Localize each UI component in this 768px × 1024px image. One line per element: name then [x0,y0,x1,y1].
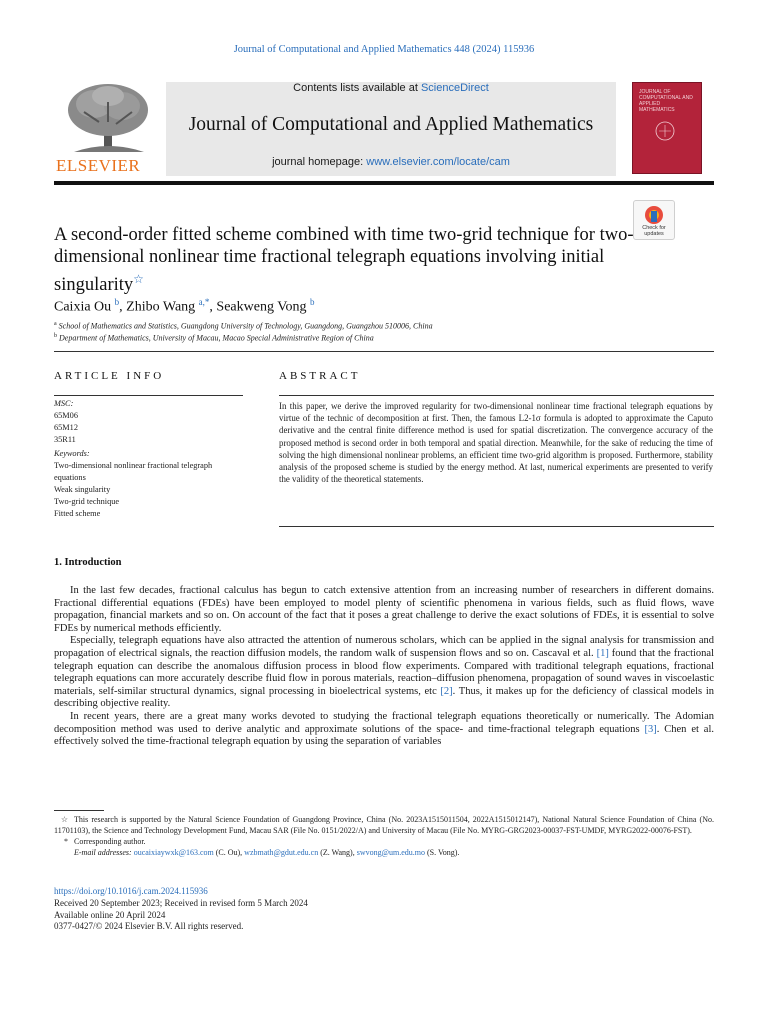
affiliation-mark: b [54,333,57,339]
crossmark-label: Check for updates [642,225,666,237]
cover-emblem-icon [633,83,701,173]
email-owner: (Z. Wang), [320,848,355,857]
divider [279,395,714,396]
homepage-line [166,156,616,168]
cover-title: JOURNAL OF COMPUTATIONAL AND APPLIED MATHEMATICS [639,89,693,113]
author-affil-mark[interactable]: b [310,297,315,307]
email-owner: (S. Vong). [426,848,460,857]
paragraph: In the last few decades, fractional calculus has begun to catch extensive attention from an increasing number of researchers in different domains. Fractional differential equations (FDEs) have been employed to model plenty of scientific phenomena in various fields, such as fluid flows, wave propagation, financial markets and so on. On account of the fact that it poses a great challenge to derive the exact solutions of FDEs, it is essential to solve FDEs by numerical methods efficiently. [54,585,714,634]
msc-code: 65M12 [54,423,78,432]
corresponding-footnote [54,836,714,847]
divider [279,526,714,527]
article-info-heading: ARTICLE INFO [54,370,165,382]
footnote-text: Corresponding author. [74,837,146,846]
homepage-prefix: journal homepage: [272,156,367,168]
title-footnote-mark[interactable]: ☆ [133,272,144,286]
affiliation-text: Department of Mathematics, University of Macau, Macao Special Administrative Region of China [59,333,374,343]
paragraph-text: . Chen et al. effectively solved the time-fractional telegraph equation by using the separation of variables [54,723,714,748]
keywords-label: Keywords: [54,449,90,458]
email-link[interactable]: swvong@um.edu.mo [356,848,425,857]
author-name[interactable]: Seakweng Vong [216,299,307,315]
check-for-updates-badge[interactable] [633,200,675,240]
journal-name: Journal of Computational and Applied Mathematics [188,114,594,135]
footnote-rule [54,810,104,811]
author-list: Caixia Ou $^b$, Zhibo Wang $^{a,*}$, Seakweng Vong $^b$ [54,297,315,315]
keyword: Weak singularity [54,485,111,494]
section-heading: 1. Introduction [54,557,122,568]
msc-code: 35R11 [54,435,76,444]
article-title [54,224,634,296]
msc-label: MSC: [54,399,74,408]
journal-header [166,82,616,176]
elsevier-wordmark: ELSEVIER [56,156,141,175]
author-name[interactable]: Zhibo Wang [126,299,196,315]
msc-code: 65M06 [54,411,78,420]
reference-link[interactable]: [2] [440,685,453,697]
email-owner: (C. Ou), [215,848,243,857]
tree-logo-icon [54,82,164,156]
email-link[interactable]: oucaixiaywxk@163.com [133,848,214,857]
funding-footnote [54,814,714,836]
divider [54,395,243,396]
article-title-text: A second-order fitted scheme combined with time two-grid technique for two-dimensional nonlinear time fractional telegraph equations involving initial singularity [54,225,634,296]
article-meta [54,886,308,933]
elsevier-logo[interactable] [54,82,164,176]
copyright: 0377-0427/© 2024 Elsevier B.V. All rights reserved. [54,921,244,932]
footnotes [54,814,714,858]
journal-cover-thumbnail[interactable] [632,82,702,174]
divider [54,351,714,352]
journal-citation-link[interactable]: Journal of Computational and Applied Mathematics 448 (2024) 115936 [233,44,535,55]
email-label: E-mail addresses: [74,848,132,857]
author-affil-mark[interactable]: a,* [198,297,210,307]
available-online: Available online 20 April 2024 [54,909,166,920]
abstract-heading: ABSTRACT [279,370,361,382]
keyword: Fitted scheme [54,509,101,518]
paragraph-text: Especially, telegraph equations have also attracted the attention of numerous scholars, which can be applied in the signal analysis for transmission and propagation of electrical signals, the reaction diffusion models, the random walk of suspension flows and so on. Cascaval et al. [54,635,714,659]
footnote-text: This research is supported by the Natural Science Foundation of Guangdong Province, China (No. 2023A1515011504, 2022A1515012147), National Natural Science Foundation of China (No. 11701103), the Science and Technology Development Fund, Macau SAR (File No. 0151/2022/A) and University of Macau (File No. MYRG-GRG2023-00037-FST-UMDF, MYRG2022-00076-FST). [54,815,714,835]
keywords-block [54,448,224,520]
reference-link[interactable]: [3] [644,723,657,735]
keyword: Two-grid technique [54,497,120,506]
affiliation-mark: a [54,321,57,327]
affiliation [54,321,433,331]
author-affil-mark[interactable]: b [114,297,120,307]
paragraph [54,635,714,711]
footnote-mark: ☆ [60,815,68,824]
header-rule [54,181,714,185]
msc-block [54,398,78,446]
keyword: Two-dimensional nonlinear fractional telegraph equations [54,461,213,482]
received-dates: Received 20 September 2023; Received in revised form 5 March 2024 [54,897,308,908]
homepage-link[interactable]: www.elsevier.com/locate/cam [366,156,510,168]
paragraph-text: found that the fractional telegraph equation can describe the anomalous diffusion process in blood flow experiments. Compared with traditional telegraph equations, fractional telegraph equations can more accurately describe fluid flow in porous materials, reaction–diffusion phenomena, propagation of sound waves in viscoelastic materials, self-similar structural dynamics, signal processing in bioelectrical systems, etc [54,647,715,697]
email-footnote [54,847,714,858]
contents-line [166,82,616,94]
author-name[interactable]: Caixia Ou [54,299,112,315]
abstract-text: In this paper, we derive the improved regularity for two-dimensional nonlinear time fractional telegraph equations by virtue of the technic of decomposition at first. Then, the famous L2-1σ formula is adopted to approximate the Caputo derivative and the central finite difference method is used for spatial discretization. The convergence accuracy of the proposed method is second order in both temporal and spatial direction. Meanwhile, for the sake of reducing the time of solving the high dimensional nonlinear problems, an efficient time two-grid algorithm is proposed. Furthermore, stability analysis of the proposed scheme is studied by the energy method. At last, numerical experiments are presented to verify the validity of the theoretical statements. [279,401,713,485]
contents-prefix: Contents lists available at [293,82,421,94]
paragraph-text: In recent years, there are a great many works devoted to studying the fractional telegraph equations theoretically or numerically. The Adomian decomposition method was used to derive analytic and approximate solutions of the space- and time-fractional telegraph equations [54,710,714,735]
paragraph [54,711,714,749]
affiliation [54,333,374,343]
sciencedirect-link[interactable]: ScienceDirect [420,82,489,94]
doi-link[interactable]: https://doi.org/10.1016/j.cam.2024.115936 [54,886,208,896]
paragraph-text: . Thus, it makes up for the deficiency of classical models in describing objective reality. [54,685,714,710]
introduction-body [54,585,714,749]
reference-link[interactable]: [1] [596,647,609,659]
email-link[interactable]: wzbmath@gdut.edu.cn [244,848,319,857]
affiliation-text: School of Mathematics and Statistics, Guangdong University of Technology, Guangdong, Guangzhou 510006, China [58,321,433,331]
footnote-mark: * [64,837,68,846]
